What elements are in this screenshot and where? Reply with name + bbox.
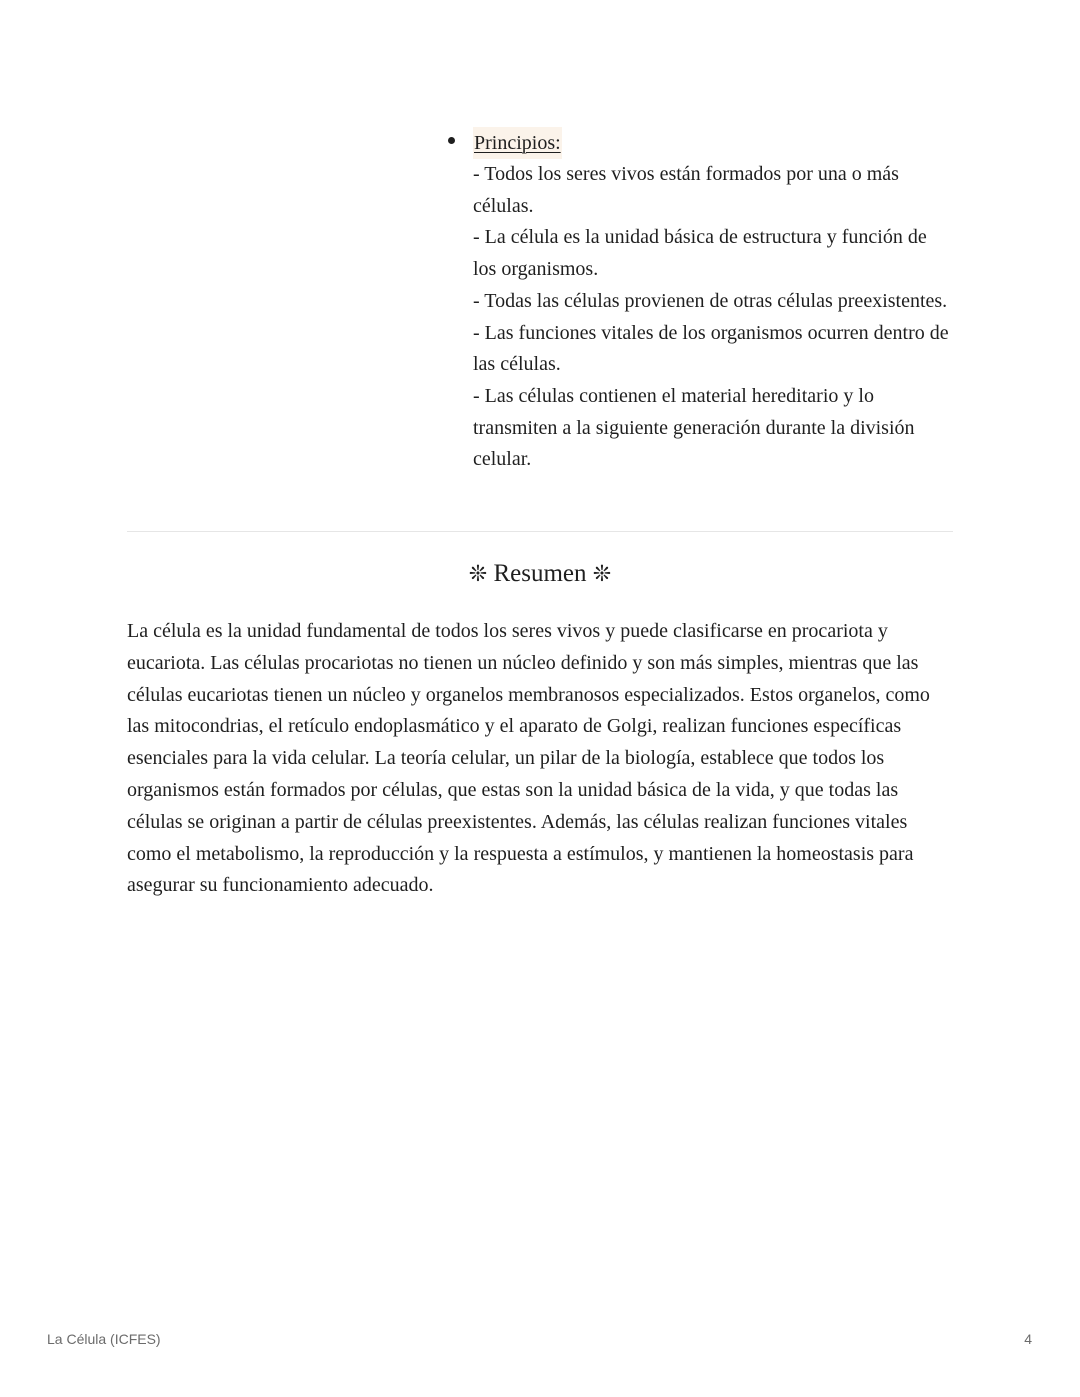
footer-document-title: La Célula (ICFES) [47,1331,161,1347]
principle-item: - Todos los seres vivos están formados por una o más células. [473,163,899,217]
summary-paragraph: La célula es la unidad fundamental de todos los seres vivos y puede clasificarse en procariota y eucariota. Las células procariotas no tienen un núcleo definido y son más simples, mientras que las células eucariotas tienen un núcleo y organelos membranosos especializados. Estos organelos, como las mitocondrias, el retículo endoplasmático y el aparato de Golgi, realizan funciones específicas esenciales para la vida celular. La teoría celular, un pilar de la biología, establece que todos los organismos están formados por células, que estas son la unidad básica de la vida, y que todas las células se originan a partir de células preexistentes. Además, las células realizan funciones vitales como el metabolismo, la reproducción y la respuesta a estímulos, y mantienen la homeostasis para asegurar su funcionamiento adecuado. [127,620,930,897]
principles-list [473,159,955,476]
principle-item: - Las funciones vitales de los organismos ocurren dentro de las células. [473,321,949,376]
summary-heading-text: Resumen [493,560,587,587]
principle-item: - La célula es la unidad básica de estructura y función de los organismos. [473,226,927,281]
principle-item: - Todas las células provienen de otras células preexistentes. [473,289,948,312]
principle-item: - Las células contienen el material hereditario y lo transmiten a la siguiente generación durante la división celular. [473,384,915,471]
asterisk-icon: ❊ [468,562,488,587]
bullet-icon [448,137,455,144]
asterisk-icon: ❊ [592,562,612,587]
summary-heading [127,556,953,593]
section-divider [127,531,953,532]
footer-page-number: 4 [1024,1331,1032,1347]
principles-title: Principios: [473,127,562,159]
